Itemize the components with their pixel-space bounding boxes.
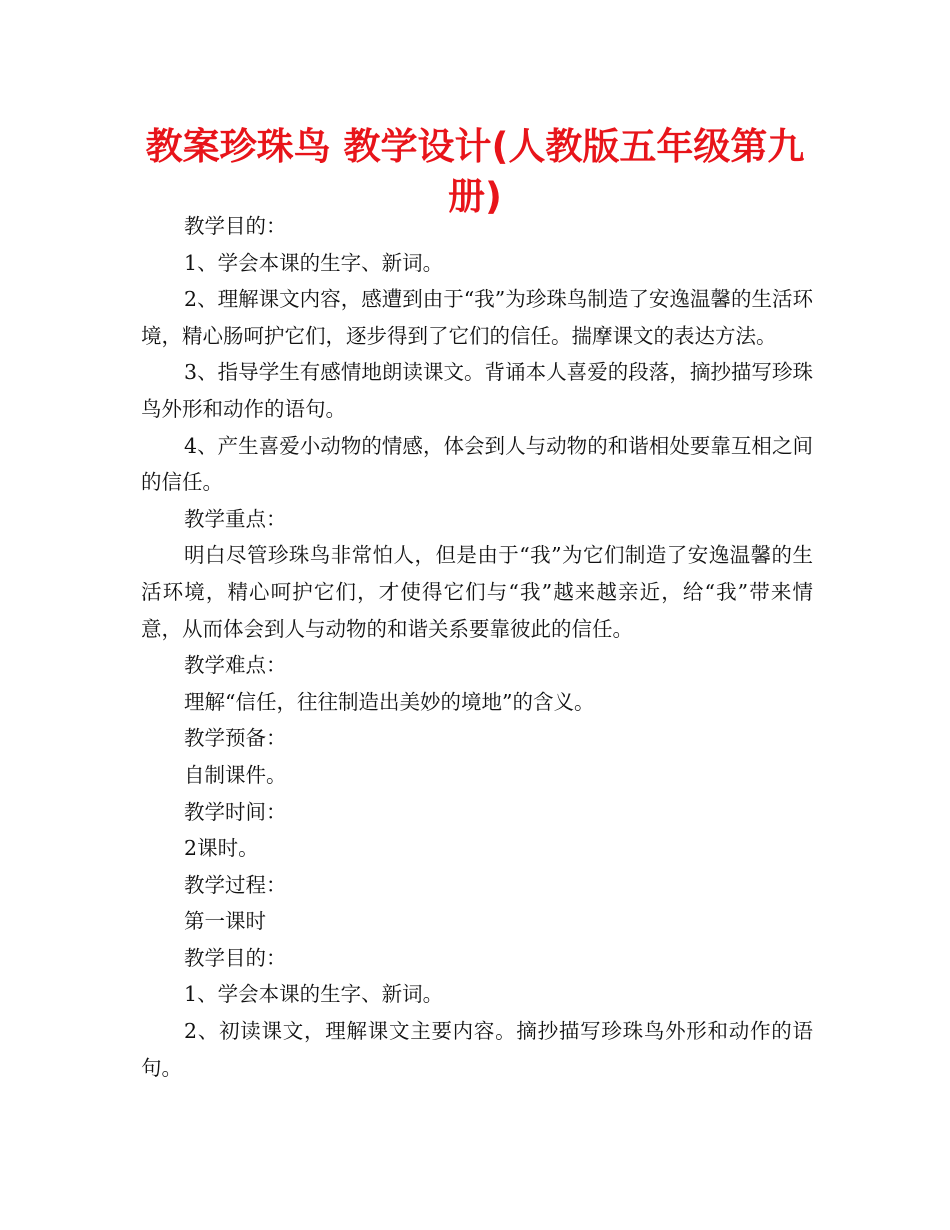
document-title: 教案珍珠鸟 教学设计(人教版五年级第九册) [145,125,805,218]
paragraph-key-points-heading: 教学重点： [184,506,287,531]
paragraph-objective-4: 4、产生喜爱小动物的情感，体会到人与动物的和谐相处要靠互相之间的信任。 [141,433,813,495]
paragraph-difficulty-heading: 教学难点： [184,653,287,678]
paragraph-key-points: 明白尽管珍珠鸟非常怕人，但是由于“我”为它们制造了安逸温馨的生活环境，精心呵护它们，才使得它们与“我”越来越亲近，给“我”带来情意，从而体会到人与动物的和谐关系要靠彼此的信任。 [141,543,813,641]
paragraph-lesson-objective-2: 2、初读课文，理解课文主要内容。摘抄描写珍珠鸟外形和动作的语句。 [141,1019,813,1080]
paragraph-objective-3: 3、指导学生有感情地朗读课文。背诵本人喜爱的段落，摘抄描写珍珠鸟外形和动作的语句。 [141,360,813,421]
paragraph-first-lesson: 第一课时 [184,909,267,934]
paragraph-process-heading: 教学过程： [184,872,287,897]
paragraph-lesson-objective-1: 1、学会本课的生字、新词。 [184,982,444,1007]
paragraph-time: 2课时。 [184,836,259,861]
paragraph-objective-1: 1、学会本课的生字、新词。 [184,250,444,275]
paragraph-preparation: 自制课件。 [184,762,287,787]
paragraph-objectives-heading: 教学目的： [184,214,287,238]
paragraph-time-heading: 教学时间： [184,799,287,824]
document-body [141,208,813,1086]
paragraph-lesson-objectives-heading: 教学目的： [184,945,287,970]
paragraph-preparation-heading: 教学预备： [184,726,287,751]
paragraph-difficulty: 理解“信任，往往制造出美妙的境地”的含义。 [184,689,595,714]
paragraph-objective-2: 2、理解课文内容，感遭到由于“我”为珍珠鸟制造了安逸温馨的生活环境，精心肠呵护它们，逐步得到了它们的信任。揣摩课文的表达方法。 [141,287,813,348]
